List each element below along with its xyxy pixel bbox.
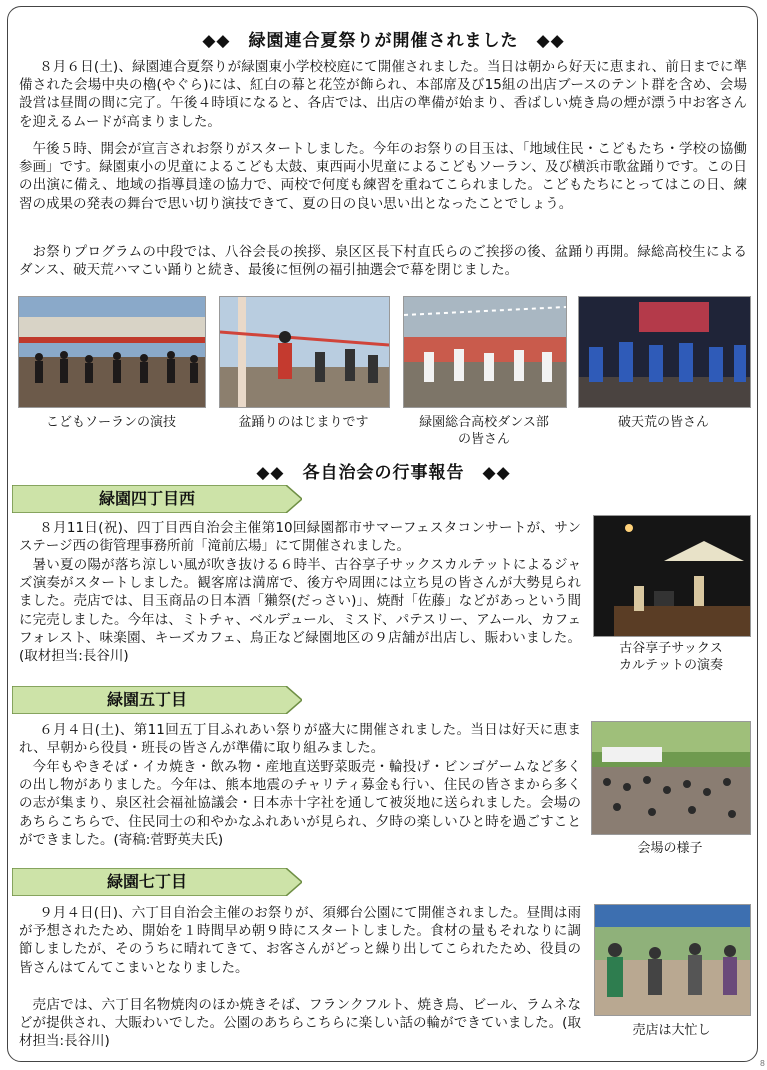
section2-paragraph-2: 今年もやきそば・イカ焼き・飲み物・産地直送野菜販売・輪投げ・ビンゴゲームなど多くの出し物がありました。今年は、熊本地震のチャリティ募金も行い、住民の皆さまから多くの志が集まり、泉区社会福祉協議会・日本赤十字社を通して被災地に送られました。会場のあちらこちらで、住民同士の和やかなふれあいが見られ、夕時の楽しいひと時を過ごすことができました。(寄稿:菅野英夫氏) [19,759,581,848]
section3-paragraph-1: ９月４日(日)、六丁目自治会主催のお祭りが、須郷台公園にて開催されました。昼間は雨が予想されたため、開始を１時間早め朝９時にスタートしました。食材の量もそれなりに調節しましたが、そのうちに晴れてきて、お客さんがどっと繰り出してこられたため、役員の皆さんはてんてこまいとなりました。 [19,905,581,976]
section-banner-yonchome-nishi [12,485,302,513]
main-title: ◆◆ 緑園連合夏祭りが開催されました ◆◆ [202,31,565,51]
section1-paragraph-2: 暑い夏の陽が落ち涼しい風が吹き抜ける６時半、古谷享子サックスカルテットによるジャズ演奏がスタートしました。観客席は満席で、後方や周囲には立ち見の皆さんが大勢見られました。売店では、目玉商品の日本酒「獺祭(だっさい)」、焼酎「佐藤」などがあっという間に完売しました。今年は、ミトチャ、ベルデュール、ミスド、パテスリー、アムール、カフェフォレスト、味楽園、キーズカフェ、鳥正など緑園地区の９店舗が出店し、賑わいました。(取材担当:長谷川) [19,557,581,665]
festival-paragraph-1: ８月６日(土)、緑園連合夏祭りが緑園東小学校校庭にて開催されました。当日は朝から好天に恵まれ、前日までに準備された会場中央の櫓(やぐら)には、紅白の幕と花笠が飾られ、本部席及び15組の出店ブースのテント群を含め、会場設営は昼間の間に完了。午後４時頃になると、各店では、出店の準備が始まり、香ばしい焼き鳥の煙が漂う中お客さんを迎えるムードが高まりました。 [19,59,747,130]
festival-paragraph-2: 午後５時、開会が宣言されお祭りがスタートしました。今年のお祭りの目玉は、「地域住民・こどもたち・学校の協働参画」です。緑園東小の児童によるこども太鼓、東西両小児童によるこどもソーラン、及び横浜市歌盆踊りです。この日の出演に備え、地域の指導員達の協力で、両校で何度も練習を重ねてこられました。こどもたちにとってはこの日、練習の成果の発表の舞台で思い切り演技できて、夏の日の良い思い出となったことでしょう。 [19,141,747,212]
hatenko-team-photo [578,296,751,408]
section-banner-label: 緑園四丁目西 [98,489,195,508]
sax-quartet-photo [593,515,751,637]
photo-caption-2: 盆踊りのはじまりです [238,415,369,430]
section-banner-nanachome [12,868,302,896]
festival-paragraph-3: お祭りプログラムの中段では、八谷会長の挨拶、泉区区長下村直氏らのご挨拶の後、盆踊り再開。緑総高校生によるダンス、破天荒ハマこい踊りと続き、最後に恒例の福引抽選会で幕を閉じました。 [19,244,747,279]
high-school-dance-club-photo [403,296,567,408]
busy-stall-photo [594,904,751,1016]
section-banner-label: 緑園五丁目 [106,690,187,709]
page-number: 8 [759,1059,765,1068]
section-banner-gochome [12,686,302,714]
photo-caption-3: 緑園総合高校ダンス部 の皆さん [419,415,549,447]
section3-photo-caption: 売店は大忙し [632,1023,711,1038]
section2-photo-caption: 会場の様子 [637,841,703,856]
reports-title: ◆◆ 各自治会の行事報告 ◆◆ [256,463,511,483]
section2-paragraph-1: ６月４日(土)、第11回五丁目ふれあい祭りが盛大に開催されました。当日は好天に恵まれ、早朝から役員・班長の皆さんが準備に取り組みました。 [19,722,581,757]
section3-paragraph-2: 売店では、六丁目名物焼肉のほか焼きそば、フランクフルト、焼き鳥、ビール、ラムネなどが提供され、大賑わいでした。公園のあちらこちらに楽しい話の輪ができていました。(取材担当:長谷川) [19,997,581,1050]
bon-dance-start-photo [219,296,390,408]
photo-caption-4: 破天荒の皆さん [617,415,709,430]
children-soran-dance-photo [18,296,206,408]
photo-caption-1: こどもソーランの演技 [45,415,176,430]
section1-paragraph-1: ８月11日(祝)、四丁目西自治会主催第10回緑園都市サマーフェスタコンサートが、サンステージ西の街管理事務所前「滝前広場」にて開催されました。 [19,520,581,555]
section1-photo-caption: 古谷享子サックス カルテットの演奏 [618,641,723,673]
section-banner-label: 緑園七丁目 [106,872,187,891]
venue-crowd-photo [591,721,751,835]
